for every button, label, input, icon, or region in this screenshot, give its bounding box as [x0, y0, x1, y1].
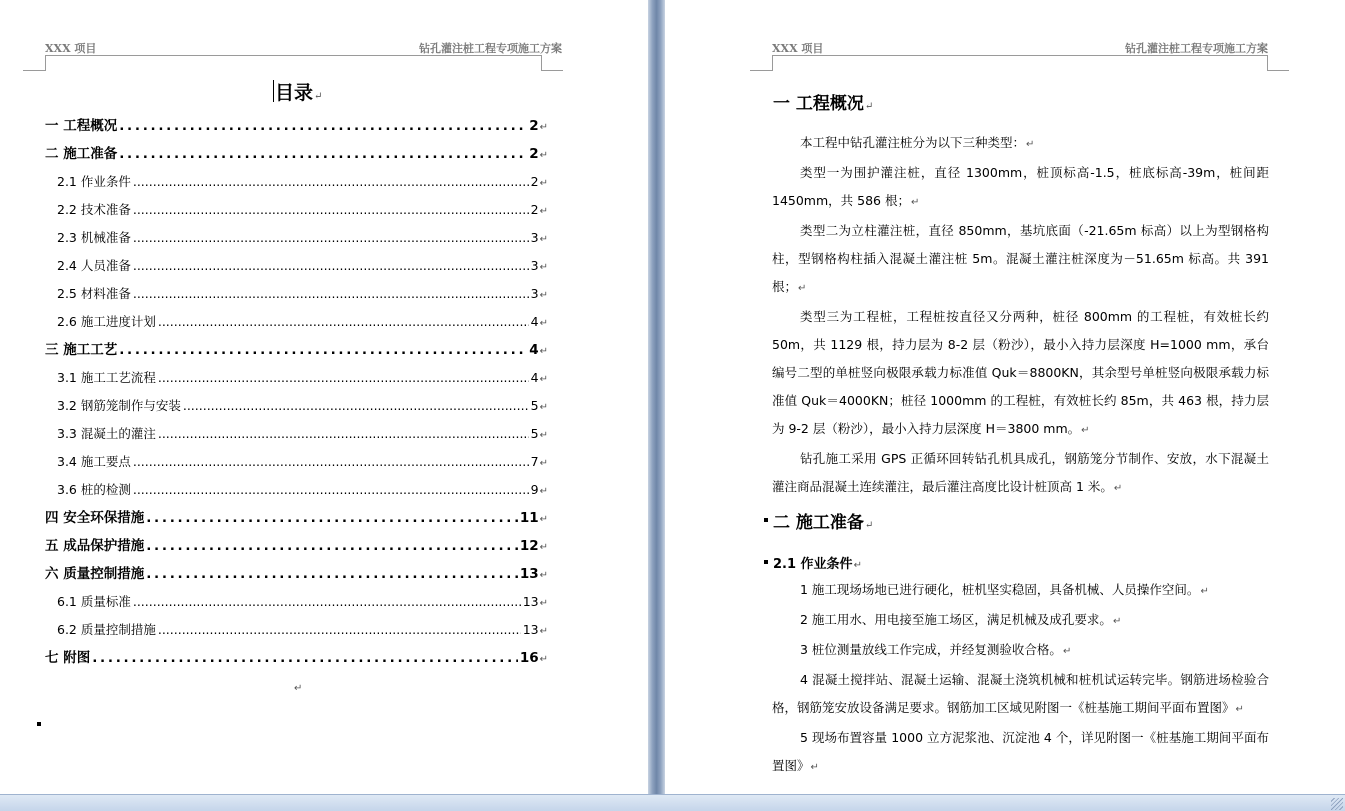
toc-entry-label: 五 成品保护措施: [45, 538, 145, 554]
section-work-conditions-body[interactable]: [772, 576, 1269, 782]
toc-entry[interactable]: [45, 224, 548, 252]
header-document-title: 钻孔灌注桩工程专项施工方案: [419, 42, 562, 55]
paragraph-mark: ↵: [539, 374, 548, 385]
toc-entry-page: 4: [529, 342, 539, 358]
paragraph-mark: ↵: [539, 654, 548, 665]
paragraph-mark: ↵: [539, 430, 548, 441]
toc-entry[interactable]: [45, 616, 548, 644]
toc-entry[interactable]: [45, 420, 548, 448]
toc-entry-label: 2.5 材料准备: [57, 286, 131, 301]
paragraph-mark: ↵: [539, 318, 548, 329]
paragraph-mark: ↵: [539, 598, 548, 609]
paragraph-mark: ↵: [539, 542, 548, 553]
toc-entry-label: 一 工程概况: [45, 118, 118, 134]
paragraph-mark: ↵: [539, 346, 548, 357]
toc-leader-dots: [133, 588, 521, 616]
toc-leader-dots: [119, 112, 527, 140]
toc-entry[interactable]: [45, 168, 548, 196]
toc-entry-label: 3.3 混凝土的灌注: [57, 426, 156, 441]
toc-entry-label: 七 附图: [45, 650, 91, 666]
toc-entry-label: 2.6 施工进度计划: [57, 314, 156, 329]
paragraph-mark: ↵: [539, 290, 548, 301]
body-paragraph: 4 混凝土搅拌站、混凝土运输、混凝土浇筑机械和桩机试运转完毕。钢筋进场检验合格，钢筋笼安放设备满足要求。钢筋加工区域见附图一《桩基施工期间平面布置图》↵: [772, 672, 1269, 715]
section-overview-body[interactable]: [772, 129, 1269, 503]
crop-mark: [23, 70, 46, 71]
paragraph-mark: ↵: [539, 150, 548, 161]
toc-leader-dots: [133, 168, 529, 196]
toc-entry[interactable]: [45, 336, 548, 364]
toc-entry-page: 3: [530, 286, 539, 301]
toc-entry[interactable]: [45, 504, 548, 532]
paragraph-bullet: [37, 722, 41, 726]
status-bar: [0, 794, 1345, 811]
toc-leader-dots: [133, 280, 529, 308]
toc-entry[interactable]: [45, 532, 548, 560]
toc-leader-dots: [133, 252, 529, 280]
toc-leader-dots: [133, 196, 529, 224]
toc-leader-dots: [146, 560, 518, 588]
toc-entry-page: 9: [530, 482, 539, 497]
toc-leader-dots: [119, 140, 527, 168]
toc-entry[interactable]: [45, 588, 548, 616]
toc-leader-dots: [158, 364, 529, 392]
toc-leader-dots: [158, 308, 529, 336]
paragraph-mark: ↵: [539, 206, 548, 217]
toc-entry-page: 12: [519, 538, 539, 554]
toc-entry-page: 2: [529, 146, 539, 162]
toc-entry-label: 2.1 作业条件: [57, 174, 131, 189]
crop-mark: [750, 70, 773, 71]
paragraph-mark: ↵: [539, 234, 548, 245]
body-paragraph: 2 施工用水、用电接至施工场区，满足机械及成孔要求。↵: [800, 612, 1122, 627]
header-project-name: XXX 项目: [45, 42, 97, 55]
toc-leader-dots: [146, 532, 518, 560]
subsection-heading-work-conditions[interactable]: 2.1 作业条件↵: [773, 557, 862, 572]
body-paragraph: 类型二为立柱灌注桩，直径 850mm，基坑底面（-21.65m 标高）以上为型钢格构柱，型钢格构柱插入混凝土灌注桩 5m。混凝土灌注桩深度为－51.65m 标高。共 391 根；↵: [772, 223, 1269, 294]
body-paragraph: 类型一为围护灌注桩，直径 1300mm，桩顶标高-1.5，桩底标高-39m，桩间距 1450mm，共 586 根；↵: [772, 165, 1269, 208]
table-of-contents: [45, 112, 548, 672]
toc-entry[interactable]: [45, 140, 548, 168]
header-rule: [45, 55, 542, 56]
body-paragraph: 钻孔施工采用 GPS 正循环回转钻孔机具成孔，钢筋笼分节制作、安放，水下混凝土灌注商品混凝土连续灌注，最后灌注高度比设计桩顶高 1 米。↵: [772, 451, 1269, 494]
paragraph-mark: ↵: [539, 402, 548, 413]
toc-entry-label: 2.2 技术准备: [57, 202, 131, 217]
toc-leader-dots: [183, 392, 529, 420]
section-heading-preparation[interactable]: 二 施工准备↵: [773, 513, 874, 533]
toc-entry-label: 3.4 施工要点: [57, 454, 131, 469]
toc-entry-label: 2.4 人员准备: [57, 258, 131, 273]
toc-entry-page: 16: [519, 650, 539, 666]
toc-entry[interactable]: [45, 476, 548, 504]
toc-leader-dots: [158, 616, 521, 644]
toc-leader-dots: [146, 504, 518, 532]
toc-title[interactable]: 目录↵: [275, 82, 323, 104]
toc-entry-page: 3: [530, 258, 539, 273]
header-document-title: 钻孔灌注桩工程专项施工方案: [1125, 42, 1268, 55]
toc-leader-dots: [158, 420, 529, 448]
paragraph-bullet: [764, 560, 768, 564]
paragraph-mark: ↵: [539, 570, 548, 581]
paragraph-mark: ↵: [539, 458, 548, 469]
toc-entry[interactable]: [45, 308, 548, 336]
toc-entry[interactable]: [45, 364, 548, 392]
crop-mark: [1267, 70, 1289, 71]
text-cursor: [273, 80, 274, 102]
body-paragraph: 5 现场布置容量 1000 立方泥浆池、沉淀池 4 个，详见附图一《桩基施工期间平面布置图》↵: [772, 730, 1269, 773]
toc-leader-dots: [133, 224, 529, 252]
header-rule: [772, 55, 1268, 56]
toc-entry-page: 13: [522, 594, 539, 609]
toc-entry[interactable]: [45, 280, 548, 308]
body-paragraph: 3 桩位测量放线工作完成，并经复测验收合格。↵: [800, 642, 1072, 657]
toc-leader-dots: [119, 336, 527, 364]
toc-entry[interactable]: [45, 560, 548, 588]
toc-entry[interactable]: [45, 112, 548, 140]
paragraph-mark: ↵: [539, 178, 548, 189]
toc-entry-page: 2: [530, 174, 539, 189]
toc-entry[interactable]: [45, 644, 548, 672]
toc-entry-label: 3.6 桩的检测: [57, 482, 131, 497]
toc-entry[interactable]: [45, 196, 548, 224]
body-paragraph: 本工程中钻孔灌注桩分为以下三种类型：↵: [800, 135, 1035, 150]
toc-entry-label: 6.1 质量标准: [57, 594, 131, 609]
toc-entry-page: 3: [530, 230, 539, 245]
toc-entry-label: 三 施工工艺: [45, 342, 118, 358]
toc-leader-dots: [92, 644, 518, 672]
toc-entry-page: 2: [529, 118, 539, 134]
toc-entry[interactable]: [45, 392, 548, 420]
crop-mark: [772, 55, 773, 71]
crop-mark: [1267, 55, 1268, 71]
toc-entry-page: 5: [530, 426, 539, 441]
page-gap: [648, 0, 665, 794]
body-paragraph: 类型三为工程桩，工程桩按直径又分两种，桩径 800mm 的工程桩，有效桩长约 50m，共 1129 根，持力层为 8-2 层（粉沙），最小入持力层深度 H=1000 mm，承台编号二型的单桩竖向极限承载力标准值 Quk＝8800KN，其余型号单桩竖向极限承载力标准值 Quk＝4000KN；桩径 1000mm 的工程桩，有效桩长约 85m，共 463 根，持力层为 9-2 层（粉沙），最小入持力层深度 H＝3800 mm。↵: [772, 309, 1269, 436]
paragraph-mark: ↵: [539, 262, 548, 273]
paragraph-mark: ↵: [539, 486, 548, 497]
toc-entry-label: 2.3 机械准备: [57, 230, 131, 245]
resize-grip-icon[interactable]: [1331, 798, 1343, 810]
toc-entry-page: 11: [519, 510, 539, 526]
toc-entry-label: 六 质量控制措施: [45, 566, 145, 582]
toc-entry-label: 6.2 质量控制措施: [57, 622, 156, 637]
paragraph-mark: ↵: [539, 626, 548, 637]
paragraph-mark: ↵: [539, 514, 548, 525]
toc-entry-page: 4: [530, 314, 539, 329]
toc-entry[interactable]: [45, 252, 548, 280]
toc-leader-dots: [133, 448, 529, 476]
header-project-name: XXX 项目: [772, 42, 824, 55]
toc-entry-label: 二 施工准备: [45, 146, 118, 162]
toc-entry-label: 3.1 施工工艺流程: [57, 370, 156, 385]
crop-mark: [541, 55, 542, 71]
empty-paragraph-mark: ↵: [294, 683, 303, 694]
toc-entry-page: 5: [530, 398, 539, 413]
toc-leader-dots: [133, 476, 529, 504]
toc-entry-page: 13: [519, 566, 539, 582]
toc-entry-label: 3.2 钢筋笼制作与安装: [57, 398, 181, 413]
toc-entry-page: 13: [522, 622, 539, 637]
crop-mark: [541, 70, 563, 71]
toc-entry-page: 2: [530, 202, 539, 217]
toc-entry-page: 7: [530, 454, 539, 469]
document-page-left: [0, 0, 648, 794]
toc-entry[interactable]: [45, 448, 548, 476]
body-paragraph: 1 施工现场场地已进行硬化，桩机坚实稳固，具备机械、人员操作空间。↵: [800, 582, 1209, 597]
section-heading-overview[interactable]: 一 工程概况↵: [773, 94, 874, 114]
toc-entry-page: 4: [530, 370, 539, 385]
paragraph-bullet: [764, 518, 768, 522]
crop-mark: [45, 55, 46, 71]
toc-entry-label: 四 安全环保措施: [45, 510, 145, 526]
paragraph-mark: ↵: [539, 122, 548, 133]
